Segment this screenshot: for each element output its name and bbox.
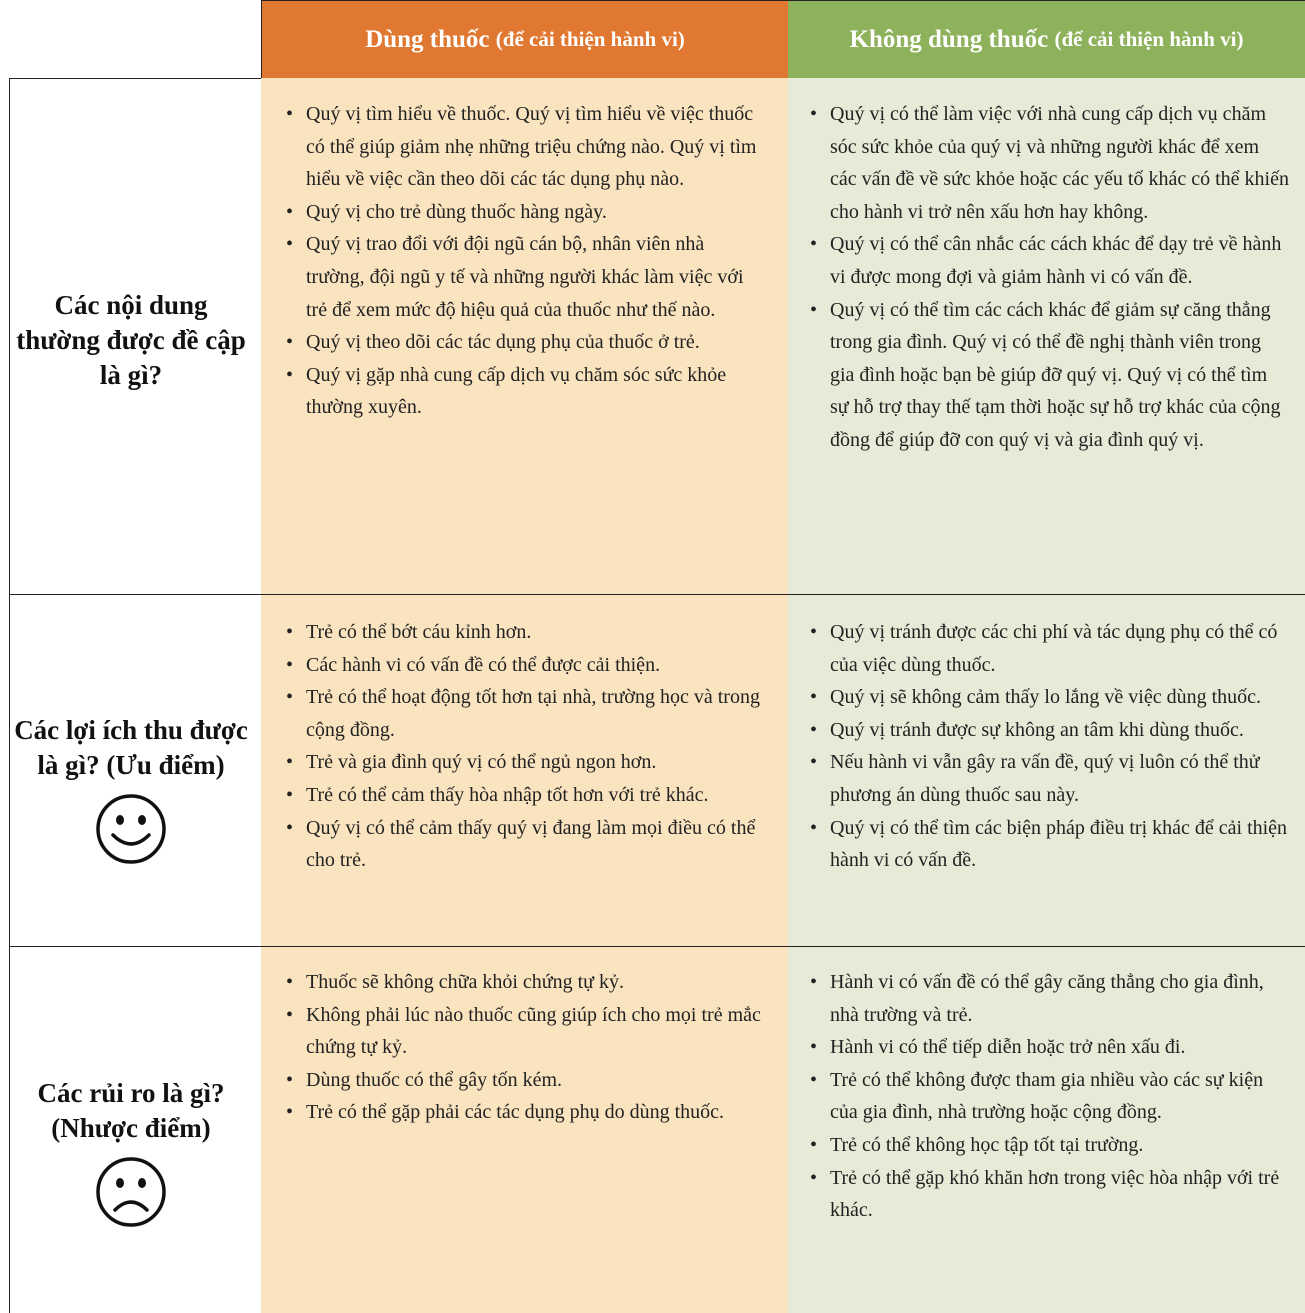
- header-no-medication: [788, 0, 1305, 78]
- list-item: • Thuốc sẽ không chữa khỏi chứng tự kỷ.: [282, 966, 762, 999]
- list-item: • Quý vị theo dõi các tác dụng phụ của thuốc ở trẻ.: [282, 326, 762, 359]
- row-divider-2: [9, 946, 1305, 947]
- list-item: • Trẻ có thể không học tập tốt tại trường.: [806, 1129, 1290, 1162]
- list-item: • Dùng thuốc có thể gây tốn kém.: [282, 1064, 762, 1097]
- row2-medication-list: [282, 616, 762, 877]
- header-medication-note: (để cải thiện hành vi): [495, 27, 685, 51]
- row3-no-medication-list: [806, 966, 1290, 1227]
- row-label-contents: Các nội dung thường được đề cập là gì?: [16, 290, 246, 390]
- list-item: • Quý vị sẽ không cảm thấy lo lắng về việc dùng thuốc.: [806, 681, 1290, 714]
- list-item: • Các hành vi có vấn đề có thể được cải thiện.: [282, 649, 762, 682]
- list-item: • Quý vị có thể cân nhắc các cách khác để dạy trẻ về hành vi được mong đợi và giảm hành vi có vấn đề.: [806, 228, 1290, 293]
- list-item: • Trẻ có thể gặp khó khăn hơn trong việc hòa nhập với trẻ khác.: [806, 1162, 1290, 1227]
- row-label-risks-text: Các rủi ro là gì? (Nhược điểm): [37, 1078, 225, 1143]
- list-item: • Trẻ có thể bớt cáu kỉnh hơn.: [282, 616, 762, 649]
- row1-no-medication-list: [806, 98, 1290, 457]
- header-no-medication-note: (để cải thiện hành vi): [1054, 27, 1244, 51]
- list-item: • Quý vị có thể cảm thấy quý vị đang làm mọi điều có thể cho trẻ.: [282, 812, 762, 877]
- list-item: • Quý vị có thể làm việc với nhà cung cấp dịch vụ chăm sóc sức khỏe của quý vị và những người khác để xem các vấn đề về sức khỏe hoặc các yếu tố khác có thể khiến cho hành vi trở nên xấu hơn hay không.: [806, 98, 1290, 228]
- row-label-risks: [10, 1076, 252, 1230]
- list-item: • Quý vị tránh được các chi phí và tác dụng phụ có thể có của việc dùng thuốc.: [806, 616, 1290, 681]
- row-label-benefits-text: Các lợi ích thu được là gì? (Ưu điểm): [14, 715, 248, 780]
- list-item: • Quý vị có thể tìm các biện pháp điều trị khác để cải thiện hành vi có vấn đề.: [806, 812, 1290, 877]
- smiley-face-icon: [93, 791, 169, 867]
- list-item: • Quý vị tìm hiểu về thuốc. Quý vị tìm hiểu về việc thuốc có thể giúp giảm nhẹ những triệu chứng nào. Quý vị tìm hiểu về việc cần theo dõi các tác dụng phụ nào.: [282, 98, 762, 196]
- list-item: • Không phải lúc nào thuốc cũng giúp ích cho mọi trẻ mắc chứng tự kỷ.: [282, 999, 762, 1064]
- row2-no-medication-list: [806, 616, 1290, 877]
- header-no-medication-title: Không dùng thuốc: [849, 25, 1049, 53]
- row1-medication-list: [282, 98, 762, 424]
- header-medication: [261, 0, 788, 78]
- list-item: • Hành vi có thể tiếp diễn hoặc trở nên xấu đi.: [806, 1031, 1290, 1064]
- row-divider-1: [9, 594, 1305, 595]
- list-item: • Trẻ có thể gặp phải các tác dụng phụ do dùng thuốc.: [282, 1096, 762, 1129]
- header-medication-title: Dùng thuốc: [365, 25, 490, 53]
- list-item: • Trẻ có thể không được tham gia nhiều vào các sự kiện của gia đình, nhà trường hoặc cộng đồng.: [806, 1064, 1290, 1129]
- list-item: • Trẻ có thể cảm thấy hòa nhập tốt hơn với trẻ khác.: [282, 779, 762, 812]
- list-item: • Hành vi có vấn đề có thể gây căng thẳng cho gia đình, nhà trường và trẻ.: [806, 966, 1290, 1031]
- list-item: • Trẻ có thể hoạt động tốt hơn tại nhà, trường học và trong cộng đồng.: [282, 681, 762, 746]
- sad-face-icon: [93, 1154, 169, 1230]
- list-item: • Quý vị gặp nhà cung cấp dịch vụ chăm sóc sức khỏe thường xuyên.: [282, 359, 762, 424]
- list-item: • Trẻ và gia đình quý vị có thể ngủ ngon hơn.: [282, 746, 762, 779]
- row3-medication-list: [282, 966, 762, 1129]
- list-item: • Nếu hành vi vẫn gây ra vấn đề, quý vị luôn có thể thử phương án dùng thuốc sau này.: [806, 746, 1290, 811]
- row-divider-top: [9, 78, 261, 79]
- list-item: • Quý vị trao đổi với đội ngũ cán bộ, nhân viên nhà trường, đội ngũ y tế và những người khác làm việc với trẻ để xem mức độ hiệu quả của thuốc như thế nào.: [282, 228, 762, 326]
- row-label-benefits: [10, 713, 252, 867]
- list-item: • Quý vị tránh được sự không an tâm khi dùng thuốc.: [806, 714, 1290, 747]
- list-item: • Quý vị cho trẻ dùng thuốc hàng ngày.: [282, 196, 762, 229]
- list-item: • Quý vị có thể tìm các cách khác để giảm sự căng thẳng trong gia đình. Quý vị có thể đề nghị thành viên trong gia đình hoặc bạn bè giúp đỡ quý vị. Quý vị có thể tìm sự hỗ trợ thay thế tạm thời hoặc sự hỗ trợ khác của cộng đồng để giúp đỡ con quý vị và gia đình quý vị.: [806, 294, 1290, 457]
